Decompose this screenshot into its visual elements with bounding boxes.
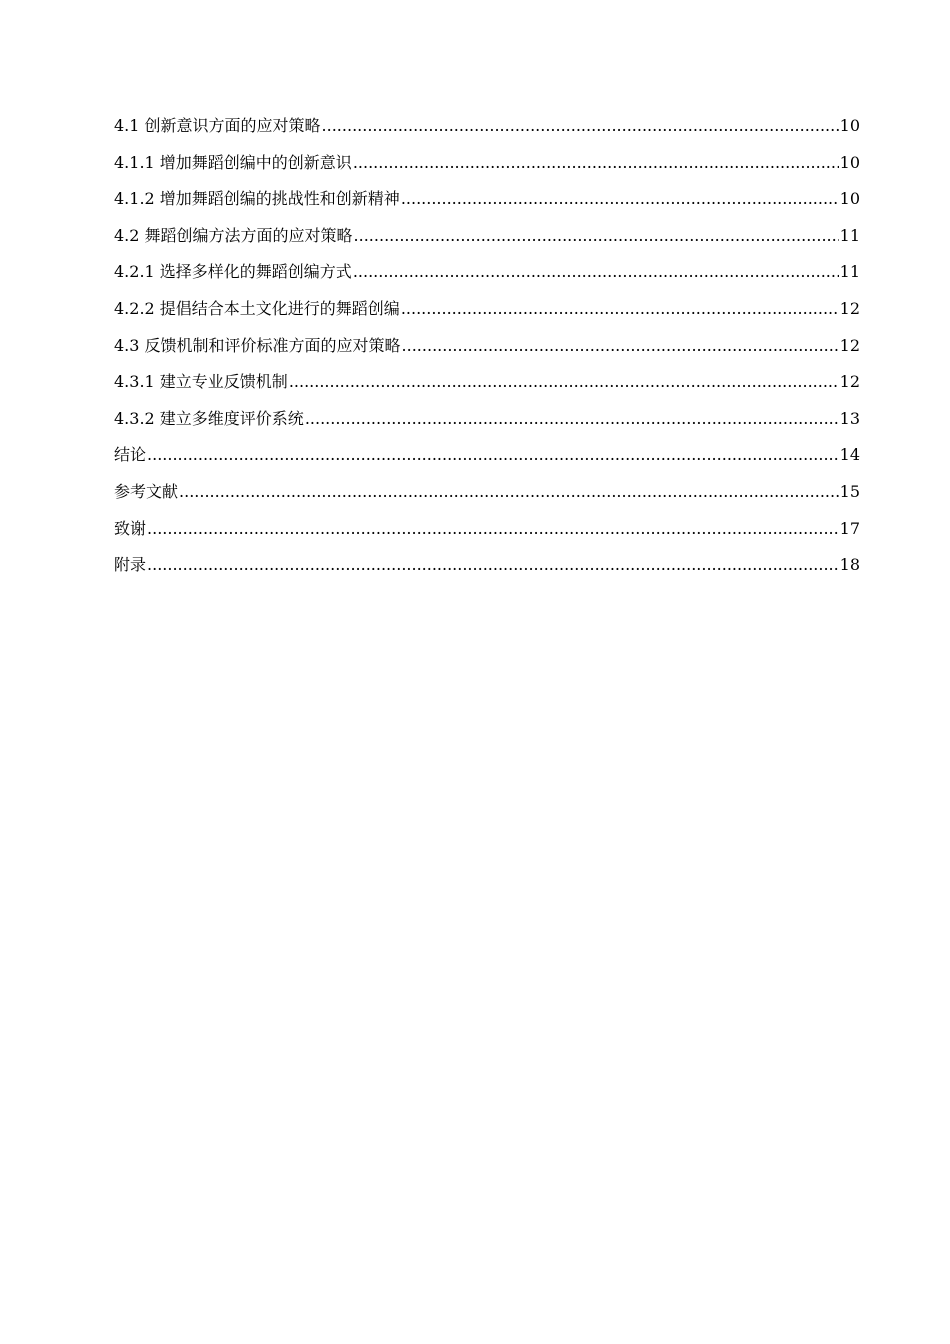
toc-entry-label: 4.2 舞蹈创编方法方面的应对策略 [114, 225, 353, 245]
toc-entry-page: 11 [839, 225, 860, 245]
toc-entry[interactable] [114, 443, 860, 480]
toc-entry-page: 18 [839, 555, 860, 575]
toc-leader-dots [401, 187, 839, 211]
toc-entry[interactable] [114, 187, 860, 224]
toc-entry-page: 12 [839, 298, 860, 318]
toc-leader-dots [305, 407, 839, 431]
toc-leader-dots [401, 297, 839, 321]
toc-entry-page: 12 [839, 372, 860, 392]
toc-entry-label: 4.1.2 增加舞蹈创编的挑战性和创新精神 [114, 189, 400, 209]
toc-leader-dots [353, 260, 839, 284]
toc-leader-dots [179, 480, 839, 504]
toc-leader-dots [353, 151, 839, 175]
toc-entry-label: 4.1.1 增加舞蹈创编中的创新意识 [114, 152, 352, 172]
toc-entry[interactable] [114, 370, 860, 407]
toc-entry[interactable] [114, 407, 860, 444]
toc-entry-label: 附录 [114, 555, 147, 575]
toc-entry-label: 结论 [114, 445, 147, 465]
toc-entry-page: 11 [839, 262, 860, 282]
toc-entry[interactable] [114, 260, 860, 297]
toc-entry-label: 参考文献 [114, 481, 179, 501]
toc-entry[interactable] [114, 334, 860, 371]
toc-entry-page: 10 [839, 152, 860, 172]
toc-entry[interactable] [114, 224, 860, 261]
toc-entry[interactable] [114, 553, 860, 590]
toc-entry-page: 13 [839, 408, 860, 428]
toc-entry-page: 17 [839, 518, 860, 538]
toc-entry-label: 4.3.1 建立专业反馈机制 [114, 372, 288, 392]
toc-entry-label: 4.3.2 建立多维度评价系统 [114, 408, 304, 428]
toc-leader-dots [147, 517, 839, 541]
toc-entry[interactable] [114, 480, 860, 517]
toc-leader-dots [322, 114, 839, 138]
toc-leader-dots [402, 334, 839, 358]
toc-entry-page: 14 [839, 445, 860, 465]
toc-leader-dots [147, 443, 839, 467]
toc-leader-dots [289, 370, 839, 394]
toc-entry-page: 10 [839, 189, 860, 209]
toc-entry-label: 致谢 [114, 518, 147, 538]
toc-entry-label: 4.2.1 选择多样化的舞蹈创编方式 [114, 262, 352, 282]
toc-entry[interactable] [114, 151, 860, 188]
toc-entry-page: 12 [839, 335, 860, 355]
toc-entry[interactable] [114, 297, 860, 334]
toc-entry-page: 15 [839, 481, 860, 501]
toc-entry-label: 4.3 反馈机制和评价标准方面的应对策略 [114, 335, 401, 355]
toc-entry[interactable] [114, 114, 860, 151]
toc-entry-page: 10 [839, 116, 860, 135]
table-of-contents [114, 114, 860, 590]
toc-entry-label: 4.1 创新意识方面的应对策略 [114, 116, 321, 135]
toc-leader-dots [354, 224, 839, 248]
toc-entry-label: 4.2.2 提倡结合本土文化进行的舞蹈创编 [114, 298, 400, 318]
toc-leader-dots [147, 553, 839, 577]
toc-entry[interactable] [114, 517, 860, 554]
